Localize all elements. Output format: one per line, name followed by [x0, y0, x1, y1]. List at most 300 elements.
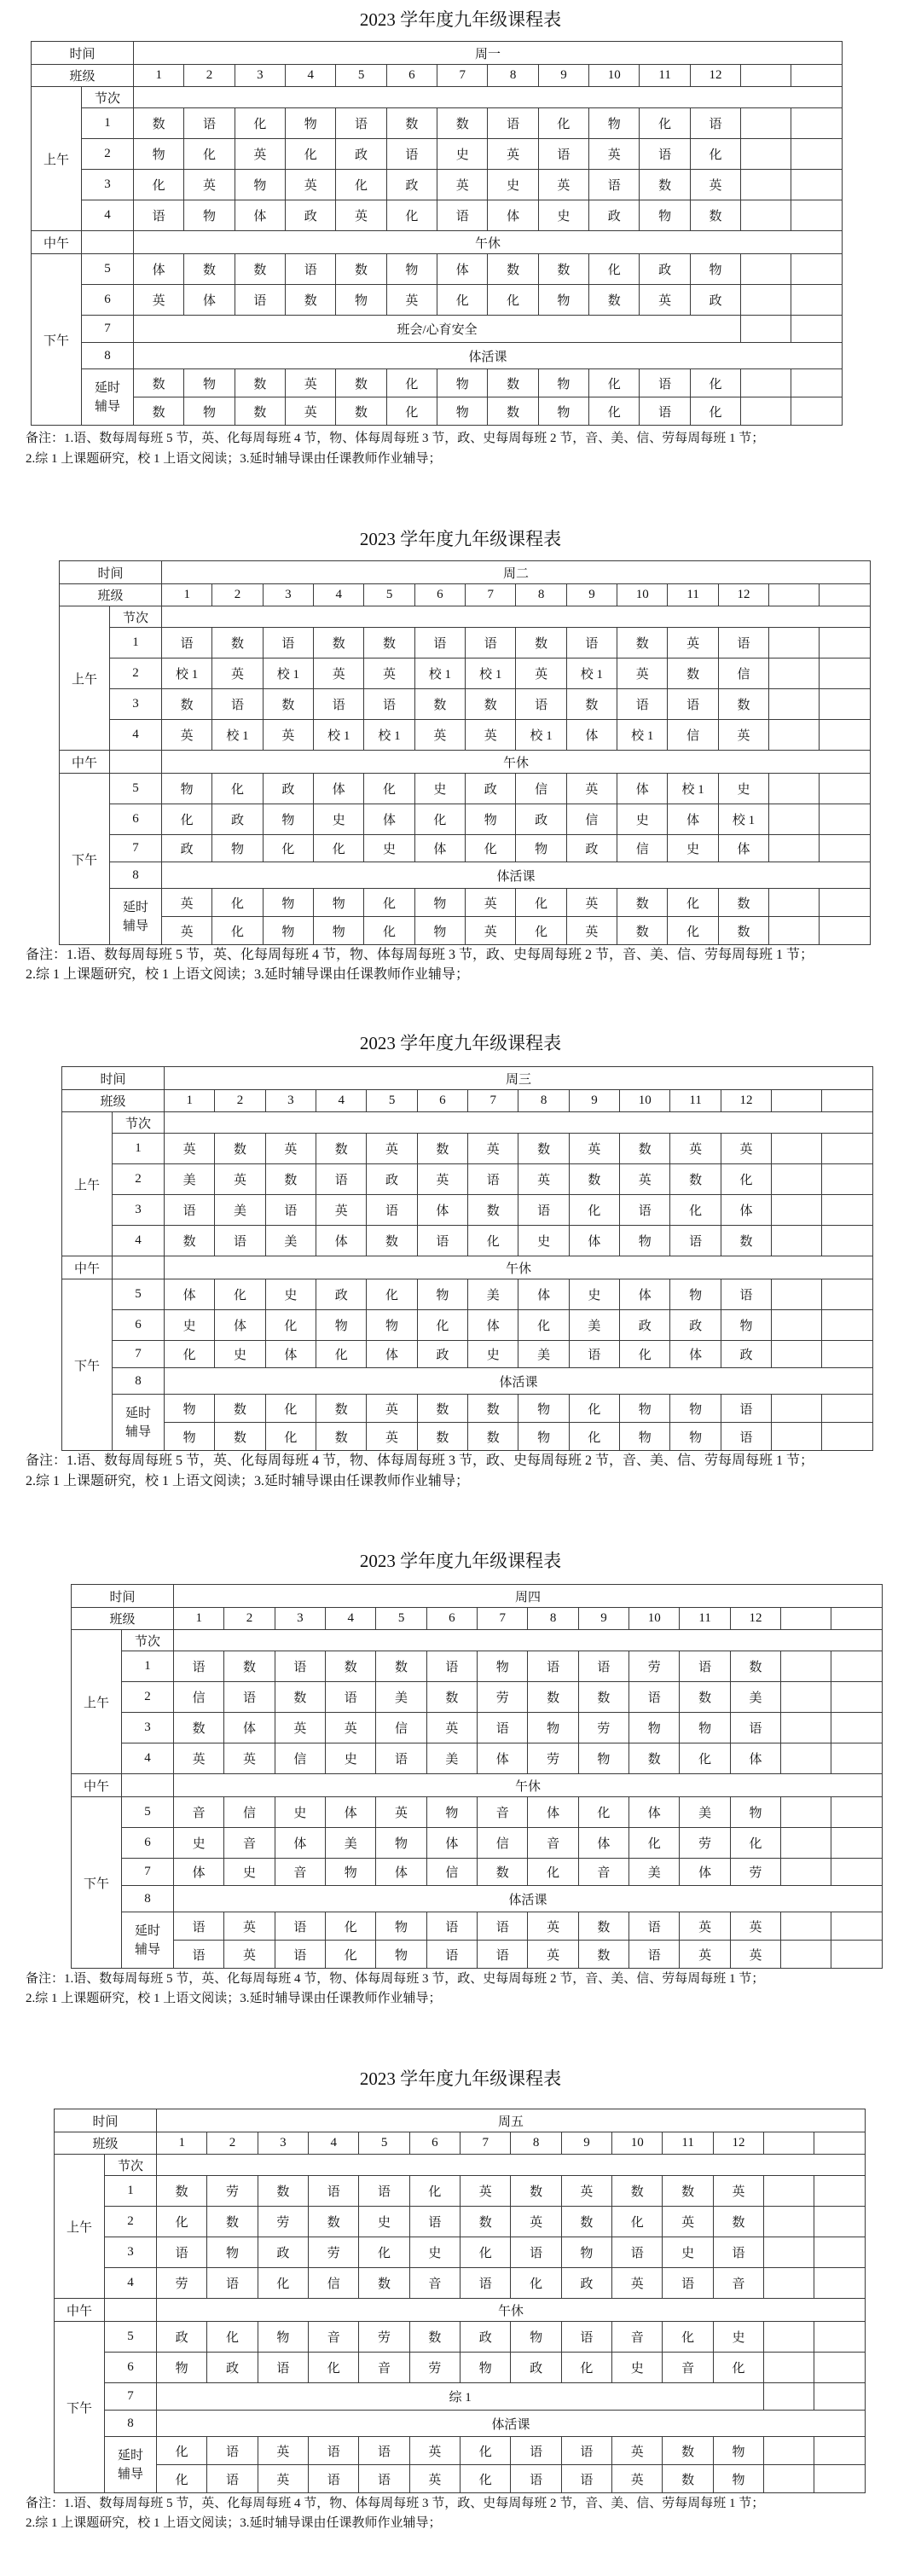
- class-number: 11: [663, 2132, 713, 2155]
- subject-cell: 数: [386, 108, 437, 139]
- empty-cell: [772, 1279, 822, 1310]
- subject-cell: 音: [275, 1859, 325, 1886]
- empty-cell: [772, 1310, 822, 1341]
- subject-cell: 劳: [309, 2237, 359, 2268]
- subject-cell: 化: [516, 917, 566, 945]
- subject-cell: 英: [215, 1164, 265, 1195]
- subject-cell: 政: [690, 285, 740, 316]
- subject-cell: 政: [566, 835, 617, 862]
- subject-cell: 政: [386, 170, 437, 200]
- schedule-table: [54, 2109, 866, 2493]
- subject-cell: 语: [367, 1195, 417, 1226]
- subject-cell: 化: [460, 2465, 511, 2493]
- empty-cell: [110, 751, 162, 774]
- tutoring-row: [60, 917, 871, 945]
- subject-cell: 数: [336, 397, 386, 426]
- subject-cell: 英: [235, 139, 285, 170]
- subject-cell: 化: [386, 369, 437, 397]
- subject-cell: 物: [417, 1279, 467, 1310]
- period-row: [32, 285, 843, 316]
- period-number: 1: [113, 1134, 165, 1164]
- subject-cell: 数: [359, 2268, 409, 2299]
- tutoring-row: [55, 2465, 866, 2493]
- subject-cell: 语: [478, 1912, 528, 1941]
- noon-row: [72, 1774, 883, 1797]
- tutoring-label-line: 延时: [135, 1923, 161, 1938]
- subject-cell: 政: [316, 1279, 367, 1310]
- subject-cell: 政: [640, 254, 690, 285]
- subject-cell: 英: [468, 1134, 518, 1164]
- subject-cell: 数: [426, 1682, 477, 1713]
- subject-cell: 数: [235, 397, 285, 426]
- empty-cell: [764, 2437, 814, 2465]
- subject-cell: 数: [275, 1682, 325, 1713]
- tutoring-label-line: 辅导: [95, 399, 121, 414]
- subject-cell: 美: [468, 1279, 518, 1310]
- subject-cell: 化: [212, 774, 263, 804]
- class-number: 6: [426, 1608, 477, 1630]
- header-row-period: [32, 87, 843, 108]
- subject-cell: 政: [157, 2322, 207, 2353]
- subject-cell: 英: [670, 1134, 721, 1164]
- subject-cell: 政: [466, 774, 516, 804]
- subject-cell: 美: [165, 1164, 215, 1195]
- header-row-class: [60, 584, 871, 606]
- subject-cell: 数: [162, 689, 212, 720]
- empty-cell: [741, 285, 791, 316]
- subject-cell: 体: [569, 1226, 619, 1256]
- subject-cell: 体: [670, 1341, 721, 1368]
- empty-cell: [791, 139, 843, 170]
- class-number: 4: [309, 2132, 359, 2155]
- noon-label: 中午: [60, 751, 110, 774]
- subject-cell: 英: [516, 659, 566, 689]
- subject-cell: 史: [668, 835, 718, 862]
- empty-cell: [831, 1797, 883, 1828]
- empty-cell: [831, 1651, 883, 1682]
- subject-cell: 语: [460, 2268, 511, 2299]
- class-number: 6: [417, 1090, 467, 1112]
- subject-cell: 化: [212, 889, 263, 917]
- sports-activity: 体活课: [157, 2411, 866, 2437]
- period-row: [62, 1279, 873, 1310]
- subject-cell: 化: [668, 889, 718, 917]
- subject-cell: 劳: [680, 1828, 730, 1859]
- subject-cell: 史: [165, 1310, 215, 1341]
- tutoring-label-line: 辅导: [123, 919, 149, 933]
- subject-cell: 语: [478, 1941, 528, 1969]
- subject-cell: 体: [134, 254, 184, 285]
- subject-cell: 英: [314, 659, 364, 689]
- class-number: 9: [561, 2132, 611, 2155]
- subject-cell: 英: [466, 889, 516, 917]
- period-row: [55, 2176, 866, 2207]
- afternoon-label: 下午: [60, 774, 110, 945]
- header-row-time: [60, 561, 871, 584]
- subject-cell: 语: [578, 1651, 628, 1682]
- subject-cell: 美: [730, 1682, 780, 1713]
- empty-cell: [741, 397, 791, 426]
- empty-cell: [781, 1941, 831, 1969]
- subject-cell: 化: [518, 1310, 569, 1341]
- subject-cell: 化: [437, 285, 488, 316]
- subject-cell: 体: [316, 1226, 367, 1256]
- empty-cell: [781, 1912, 831, 1941]
- schedule-table: [71, 1584, 883, 1969]
- period-number: 2: [122, 1682, 174, 1713]
- subject-cell: 校 1: [263, 659, 313, 689]
- class-number: 8: [528, 1608, 578, 1630]
- header-row-period: [55, 2155, 866, 2176]
- subject-cell: 化: [207, 2322, 258, 2353]
- subject-cell: 语: [488, 108, 538, 139]
- header-row-period: [62, 1112, 873, 1134]
- tutoring-label: [113, 1395, 165, 1451]
- subject-cell: 史: [174, 1828, 224, 1859]
- subject-cell: 语: [215, 1226, 265, 1256]
- subject-cell: 物: [538, 369, 588, 397]
- subject-cell: 语: [718, 628, 768, 659]
- empty-cell: [822, 1226, 873, 1256]
- subject-cell: 数: [578, 1912, 628, 1941]
- period-number: 5: [82, 254, 134, 285]
- subject-cell: 物: [263, 804, 313, 835]
- empty-cell: [764, 2207, 814, 2237]
- subject-cell: 化: [561, 2353, 611, 2383]
- subject-cell: 政: [417, 1341, 467, 1368]
- subject-cell: 数: [336, 369, 386, 397]
- empty-cell: [822, 1423, 873, 1451]
- period-number: 2: [113, 1164, 165, 1195]
- schedule-title: 2023 学年度九年级课程表: [359, 2068, 562, 2089]
- subject-cell: 化: [516, 889, 566, 917]
- subject-cell: 语: [414, 628, 465, 659]
- subject-cell: 化: [235, 108, 285, 139]
- subject-cell: 语: [721, 1279, 771, 1310]
- header-row-time: [32, 42, 843, 65]
- period-row: [62, 1368, 873, 1395]
- subject-cell: 信: [668, 720, 718, 751]
- morning-label: 上午: [72, 1630, 122, 1774]
- subject-cell: 美: [426, 1743, 477, 1774]
- subject-cell: 语: [263, 628, 313, 659]
- empty-cell: [820, 917, 871, 945]
- period-number: 7: [122, 1859, 174, 1886]
- subject-cell: 体: [668, 804, 718, 835]
- class-number: 4: [314, 584, 364, 606]
- class-number: 11: [670, 1090, 721, 1112]
- period-row: [72, 1828, 883, 1859]
- sports-activity: 体活课: [165, 1368, 873, 1395]
- period-number: 3: [105, 2237, 157, 2268]
- subject-cell: 数: [663, 2465, 713, 2493]
- period-label: 节次: [82, 87, 134, 108]
- period-row: [32, 343, 843, 369]
- subject-cell: 化: [713, 2353, 763, 2383]
- subject-cell: 体: [165, 1279, 215, 1310]
- period-row: [62, 1341, 873, 1368]
- subject-cell: 数: [478, 1859, 528, 1886]
- subject-cell: 化: [460, 2437, 511, 2465]
- subject-cell: 英: [680, 1941, 730, 1969]
- tutoring-label: [110, 889, 162, 945]
- subject-cell: 语: [326, 1682, 376, 1713]
- subject-cell: 英: [286, 170, 336, 200]
- period-row: [55, 2411, 866, 2437]
- subject-cell: 数: [235, 254, 285, 285]
- subject-cell: 信: [224, 1797, 275, 1828]
- period-number: 8: [122, 1886, 174, 1912]
- tutoring-label: [122, 1912, 174, 1969]
- subject-cell: 物: [713, 2465, 763, 2493]
- subject-cell: 信: [174, 1682, 224, 1713]
- subject-cell: 物: [426, 1797, 477, 1828]
- subject-cell: 体: [265, 1341, 316, 1368]
- subject-cell: 英: [417, 1164, 467, 1195]
- class-label: 班级: [60, 584, 162, 606]
- morning-label: 上午: [55, 2155, 105, 2299]
- subject-cell: 语: [258, 2353, 308, 2383]
- empty-cell: [769, 659, 820, 689]
- subject-cell: 音: [578, 1859, 628, 1886]
- subject-cell: 数: [569, 1164, 619, 1195]
- class-number: 6: [409, 2132, 460, 2155]
- class-number: 12: [713, 2132, 763, 2155]
- subject-cell: 语: [224, 1682, 275, 1713]
- subject-cell: 体: [184, 285, 235, 316]
- period-number: 2: [110, 659, 162, 689]
- subject-cell: 劳: [207, 2176, 258, 2207]
- subject-cell: 史: [663, 2237, 713, 2268]
- subject-cell: 数: [409, 2322, 460, 2353]
- subject-cell: 语: [286, 254, 336, 285]
- period-number: 6: [105, 2353, 157, 2383]
- subject-cell: 数: [286, 285, 336, 316]
- class-number: 9: [569, 1090, 619, 1112]
- subject-cell: 语: [511, 2437, 561, 2465]
- empty-cell: [764, 2237, 814, 2268]
- class-number: 11: [680, 1608, 730, 1630]
- noon-label: 中午: [72, 1774, 122, 1797]
- class-number: 9: [566, 584, 617, 606]
- subject-cell: 体: [215, 1310, 265, 1341]
- subject-cell: 英: [275, 1713, 325, 1743]
- subject-cell: 数: [235, 369, 285, 397]
- morning-label: 上午: [62, 1112, 113, 1256]
- subject-cell: 英: [367, 1134, 417, 1164]
- subject-cell: 物: [286, 108, 336, 139]
- subject-cell: 政: [516, 804, 566, 835]
- class-number: 3: [275, 1608, 325, 1630]
- subject-cell: 语: [640, 369, 690, 397]
- subject-cell: 物: [376, 1941, 426, 1969]
- subject-cell: 美: [680, 1797, 730, 1828]
- empty-cell: [781, 1859, 831, 1886]
- class-number: 7: [437, 65, 488, 87]
- subject-cell: 英: [367, 1423, 417, 1451]
- subject-cell: 数: [488, 369, 538, 397]
- subject-cell: 语: [275, 1941, 325, 1969]
- subject-cell: 体: [235, 200, 285, 231]
- subject-cell: 体: [718, 835, 768, 862]
- header-row-time: [62, 1067, 873, 1090]
- subject-cell: 数: [316, 1134, 367, 1164]
- subject-cell: 体: [518, 1279, 569, 1310]
- subject-cell: 化: [468, 1226, 518, 1256]
- subject-cell: 物: [721, 1310, 771, 1341]
- subject-cell: 英: [165, 1134, 215, 1164]
- subject-cell: 英: [566, 917, 617, 945]
- period-row: [72, 1713, 883, 1743]
- subject-cell: 史: [713, 2322, 763, 2353]
- class-label: 班级: [72, 1608, 174, 1630]
- subject-cell: 数: [690, 200, 740, 231]
- period-row: [32, 170, 843, 200]
- subject-cell: 史: [569, 1279, 619, 1310]
- day-label: 周三: [165, 1067, 873, 1090]
- empty-cell: [741, 65, 791, 87]
- subject-cell: 物: [640, 200, 690, 231]
- class-number: 3: [263, 584, 313, 606]
- subject-cell: 劳: [629, 1651, 680, 1682]
- subject-cell: 数: [488, 254, 538, 285]
- empty-cell: [105, 2299, 157, 2322]
- subject-cell: 音: [359, 2353, 409, 2383]
- empty-cell: [781, 1797, 831, 1828]
- subject-cell: 史: [437, 139, 488, 170]
- subject-cell: 化: [640, 108, 690, 139]
- subject-cell: 数: [258, 2176, 308, 2207]
- subject-cell: 史: [314, 804, 364, 835]
- subject-cell: 史: [275, 1797, 325, 1828]
- tutoring-label-line: 延时: [95, 380, 121, 395]
- class-number: 12: [690, 65, 740, 87]
- subject-cell: 体: [314, 774, 364, 804]
- subject-cell: 史: [718, 774, 768, 804]
- subject-cell: 英: [528, 1912, 578, 1941]
- subject-cell: 物: [620, 1423, 670, 1451]
- empty-cell: [741, 108, 791, 139]
- subject-cell: 化: [162, 804, 212, 835]
- subject-cell: 劳: [528, 1743, 578, 1774]
- subject-cell: 音: [612, 2322, 663, 2353]
- subject-cell: 物: [235, 170, 285, 200]
- subject-cell: 数: [629, 1743, 680, 1774]
- class-number: 1: [134, 65, 184, 87]
- subject-cell: 语: [538, 139, 588, 170]
- subject-cell: 政: [460, 2322, 511, 2353]
- class-number: 5: [359, 2132, 409, 2155]
- subject-cell: 语: [386, 139, 437, 170]
- empty-cell: [772, 1164, 822, 1195]
- empty-cell: [741, 170, 791, 200]
- subject-cell: 数: [668, 659, 718, 689]
- subject-cell: 史: [224, 1859, 275, 1886]
- subject-cell: 英: [134, 285, 184, 316]
- empty-cell: [791, 65, 843, 87]
- class-number: 11: [668, 584, 718, 606]
- empty-cell: [814, 2237, 866, 2268]
- empty-cell: [820, 774, 871, 804]
- subject-cell: 英: [620, 1164, 670, 1195]
- subject-cell: 语: [518, 1195, 569, 1226]
- subject-cell: 语: [569, 1341, 619, 1368]
- subject-cell: 体: [617, 774, 668, 804]
- tutoring-label-line: 延时: [123, 900, 149, 914]
- subject-cell: 化: [578, 1797, 628, 1828]
- period-number: 1: [122, 1651, 174, 1682]
- subject-cell: 英: [263, 720, 313, 751]
- subject-cell: 英: [162, 917, 212, 945]
- subject-cell: 数: [134, 108, 184, 139]
- class-number: 1: [174, 1608, 224, 1630]
- subject-cell: 政: [511, 2353, 561, 2383]
- subject-cell: 信: [309, 2268, 359, 2299]
- subject-cell: 语: [309, 2465, 359, 2493]
- empty-cell: [769, 804, 820, 835]
- period-label: 节次: [122, 1630, 174, 1651]
- subject-cell: 体: [488, 200, 538, 231]
- subject-cell: 数: [309, 2207, 359, 2237]
- class-number: 12: [718, 584, 768, 606]
- period-number: 1: [105, 2176, 157, 2207]
- empty-cell: [814, 2268, 866, 2299]
- subject-cell: 英: [409, 2465, 460, 2493]
- afternoon-label: 下午: [72, 1797, 122, 1969]
- subject-cell: 史: [364, 835, 414, 862]
- subject-cell: 校 1: [516, 720, 566, 751]
- subject-cell: 数: [336, 254, 386, 285]
- subject-cell: 劳: [258, 2207, 308, 2237]
- period-row: [62, 1226, 873, 1256]
- subject-cell: 英: [528, 1941, 578, 1969]
- period-row: [72, 1682, 883, 1713]
- subject-cell: 校 1: [414, 659, 465, 689]
- empty-cell: [781, 1682, 831, 1713]
- subject-cell: 音: [528, 1828, 578, 1859]
- subject-cell: 音: [224, 1828, 275, 1859]
- subject-cell: 语: [478, 1713, 528, 1743]
- class-number: 1: [165, 1090, 215, 1112]
- empty-cell: [781, 1828, 831, 1859]
- subject-cell: 语: [134, 200, 184, 231]
- subject-cell: 物: [263, 917, 313, 945]
- subject-cell: 英: [437, 170, 488, 200]
- subject-cell: 英: [174, 1743, 224, 1774]
- period-number: 6: [122, 1828, 174, 1859]
- subject-cell: 语: [359, 2437, 409, 2465]
- period-number: 4: [105, 2268, 157, 2299]
- empty-cell: [814, 2132, 866, 2155]
- class-number: 7: [466, 584, 516, 606]
- period-row: [32, 139, 843, 170]
- subject-cell: 语: [612, 2237, 663, 2268]
- empty-cell: [772, 1134, 822, 1164]
- subject-cell: 物: [466, 804, 516, 835]
- subject-cell: 英: [466, 720, 516, 751]
- subject-cell: 史: [518, 1226, 569, 1256]
- subject-cell: 语: [426, 1912, 477, 1941]
- subject-cell: 化: [629, 1828, 680, 1859]
- subject-cell: 数: [212, 628, 263, 659]
- tutoring-label: [105, 2437, 157, 2493]
- period-row: [60, 835, 871, 862]
- subject-cell: 语: [680, 1651, 730, 1682]
- class-number: 9: [578, 1608, 628, 1630]
- subject-cell: 政: [212, 804, 263, 835]
- subject-cell: 语: [528, 1651, 578, 1682]
- subject-cell: 英: [466, 917, 516, 945]
